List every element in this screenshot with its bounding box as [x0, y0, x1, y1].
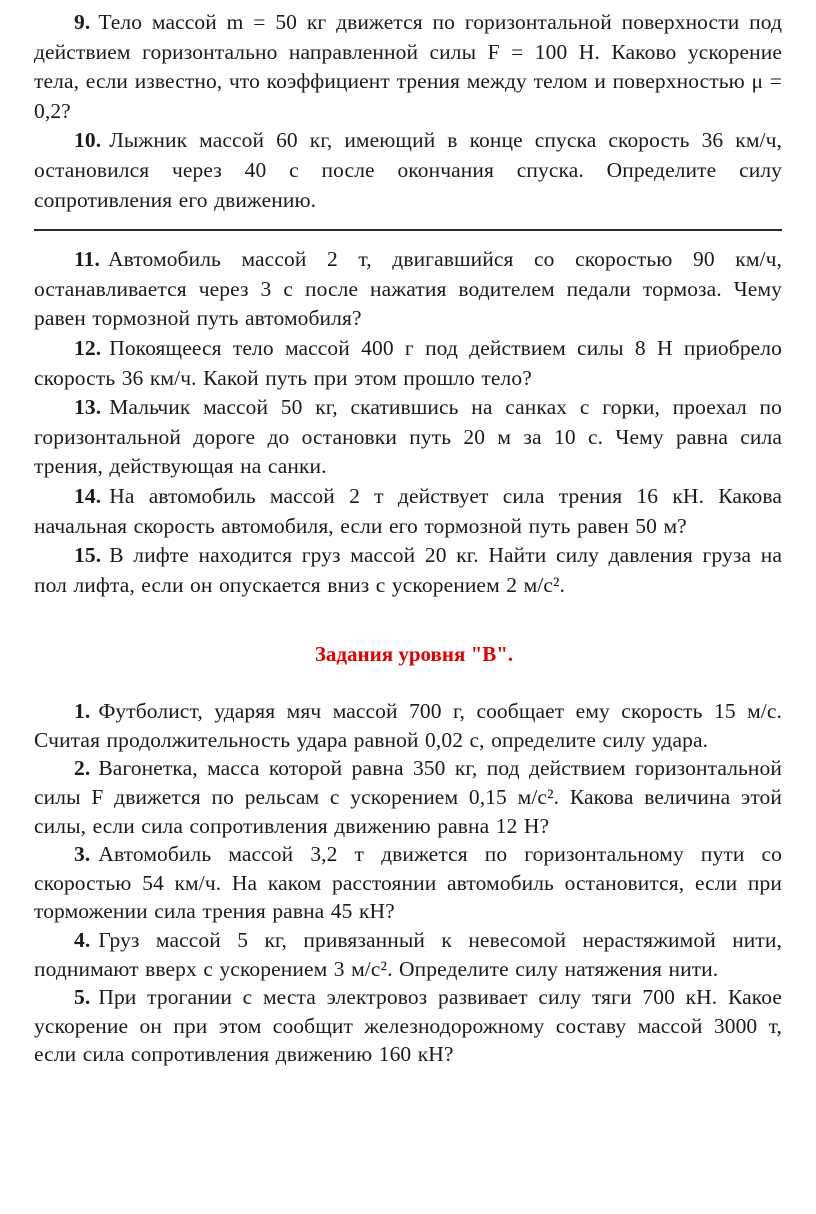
- problem-text: Тело массой m = 50 кг движется по горизонтальной поверхности под действием горизонтально направленной силы F = 100 Н. Каково ускорение тела, если известно, что коэффициент трения между телом и поверхностью μ = 0,2?: [34, 10, 782, 123]
- problem-text: Вагонетка, масса которой равна 350 кг, под действием горизонтальной силы F движется по рельсам с ускорением 0,15 м/с². Какова величина этой силы, если сила сопротивления движению равна 12 Н?: [34, 756, 782, 838]
- horizontal-divider: [34, 229, 782, 231]
- problem-15: [34, 541, 782, 600]
- problem-number: 2.: [74, 756, 91, 781]
- section-gap: [34, 600, 782, 642]
- problem-number: 10.: [74, 128, 102, 153]
- problem-12: [34, 334, 782, 393]
- problem-b-2: [34, 754, 782, 840]
- problem-14: [34, 482, 782, 541]
- problem-b-1: [34, 697, 782, 754]
- problem-number: 4.: [74, 928, 91, 953]
- problem-text: В лифте находится груз массой 20 кг. Найти силу давления груза на пол лифта, если он опускается вниз с ускорением 2 м/с².: [34, 543, 782, 597]
- problem-text: Мальчик массой 50 кг, скатившись на санках с горки, проехал по горизонтальной дороге до остановки путь 20 м за 10 с. Чему равна сила трения, действующая на санки.: [34, 395, 782, 479]
- problem-10: [34, 126, 782, 215]
- problem-13: [34, 393, 782, 482]
- problem-text: На автомобиль массой 2 т действует сила трения 16 кН. Какова начальная скорость автомобиля, если его тормозной путь равен 50 м?: [34, 483, 782, 538]
- problem-number: 9.: [74, 10, 91, 34]
- problem-number: 3.: [74, 842, 91, 867]
- problem-sheet: [34, 8, 782, 1069]
- problem-number: 5.: [74, 985, 91, 1010]
- problem-text: Автомобиль массой 3,2 т движется по горизонтальному пути со скоростью 54 км/ч. На каком расстоянии автомобиль остановится, если при торможении сила трения равна 45 кН?: [34, 842, 782, 924]
- problem-text: Покоящееся тело массой 400 г под действием силы 8 Н приобрело скорость 36 км/ч. Какой путь при этом прошло тело?: [34, 335, 782, 390]
- problem-text: Автомобиль массой 2 т, двигавшийся со скоростью 90 км/ч, останавливается через 3 с после нажатия водителем педали тормоза. Чему равен тормозной путь автомобиля?: [34, 247, 782, 331]
- section-a: [34, 8, 782, 600]
- problem-b-4: [34, 926, 782, 983]
- problem-number: 14.: [74, 483, 102, 508]
- problem-b-5: [34, 983, 782, 1069]
- problem-number: 13.: [74, 395, 102, 420]
- problem-text: Футболист, ударяя мяч массой 700 г, сообщает ему скорость 15 м/с. Считая продолжительность удара равной 0,02 с, определите силу удара.: [34, 699, 782, 752]
- problem-text: Лыжник массой 60 кг, имеющий в конце спуска скорость 36 км/ч, остановился через 40 с после окончания спуска. Определите силу сопротивления его движению.: [34, 128, 782, 212]
- problem-number: 12.: [74, 335, 102, 360]
- problem-11: [34, 245, 782, 334]
- problem-number: 15.: [74, 543, 102, 568]
- section-b-title: Задания уровня "В".: [314, 642, 514, 667]
- section-b: [34, 642, 782, 1069]
- problem-text: Груз массой 5 кг, привязанный к невесомой нерастяжимой нити, поднимают вверх с ускорением 3 м/с². Определите силу натяжения нити.: [34, 928, 782, 981]
- problem-number: 1.: [74, 699, 91, 724]
- problem-9: [34, 8, 782, 126]
- problem-b-3: [34, 840, 782, 926]
- problem-number: 11.: [74, 247, 100, 272]
- problem-text: При трогании с места электровоз развивает силу тяги 700 кН. Какое ускорение он при этом сообщит железнодорожному составу массой 3000 т, если сила сопротивления движению 160 кН?: [34, 985, 782, 1067]
